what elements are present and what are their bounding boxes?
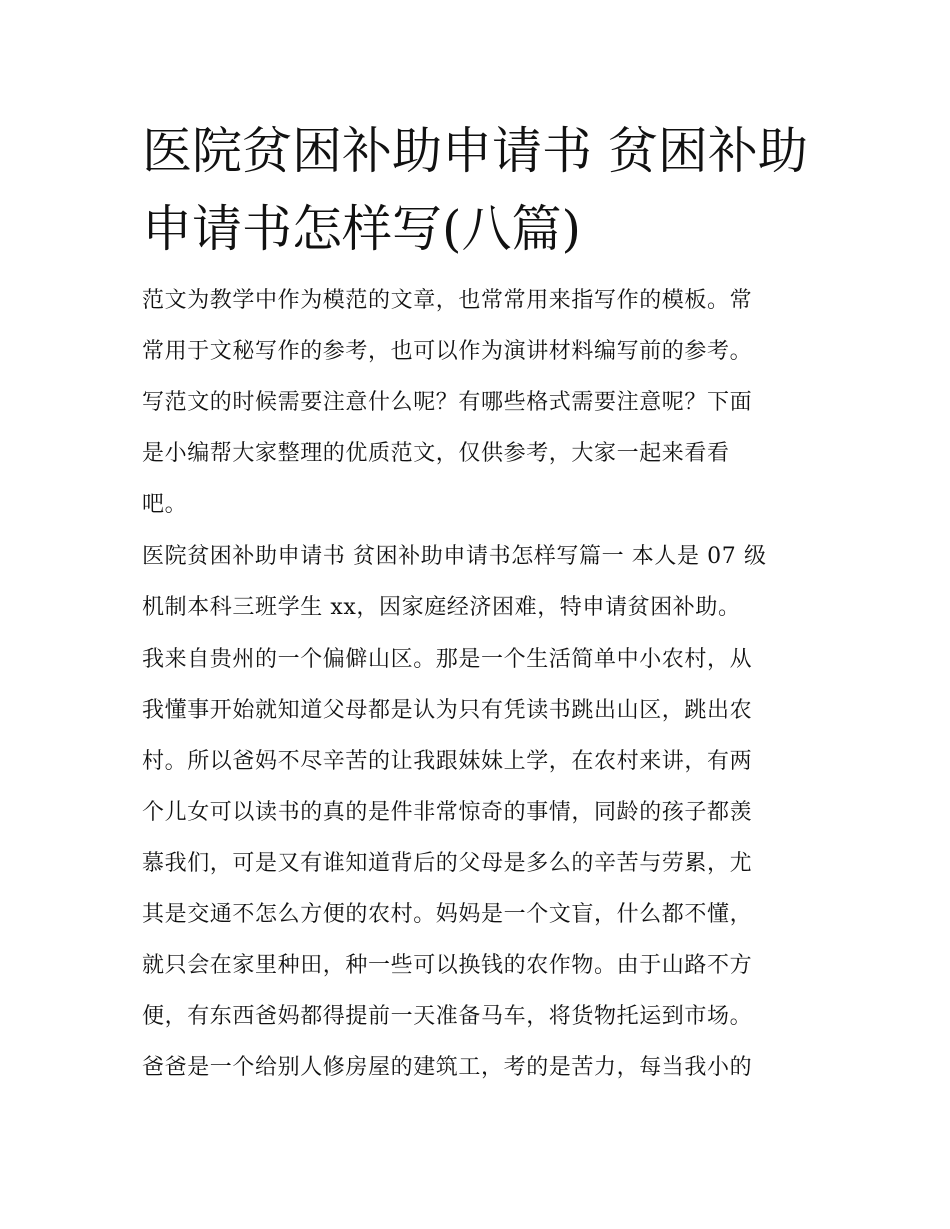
text-line: 其是交通不怎么方便的农村。妈妈是一个文盲，什么都不懂， bbox=[142, 902, 753, 927]
text-line: 慕我们，可是又有谁知道背后的父母是多么的辛苦与劳累，尤 bbox=[142, 851, 753, 876]
family-background-paragraph bbox=[142, 640, 822, 1099]
text-line: 机制本科三班学生 xx，因家庭经济困难，特申请贫困补助。 bbox=[142, 595, 741, 620]
intro-paragraph bbox=[142, 281, 822, 537]
text-line: 吧。 bbox=[142, 492, 188, 517]
text-line: 就只会在家里种田，种一些可以换钱的农作物。由于山路不方 bbox=[142, 953, 753, 978]
application-intro-paragraph bbox=[142, 537, 822, 640]
text-line: 便，有东西爸妈都得提前一天准备马车，将货物托运到市场。 bbox=[142, 1004, 753, 1029]
text-line: 我来自贵州的一个偏僻山区。那是一个生活简单中小农村，从 bbox=[142, 647, 753, 672]
title-line: 申请书怎样写(八篇) bbox=[142, 200, 582, 258]
title-line: 医院贫困补助申请书 贫困补助 bbox=[142, 122, 808, 180]
text-line: 范文为教学中作为模范的文章，也常常用来指写作的模板。常 bbox=[142, 288, 753, 313]
text-line: 医院贫困补助申请书 贫困补助申请书怎样写篇一 本人是 07 级 bbox=[142, 544, 767, 569]
text-line: 我懂事开始就知道父母都是认为只有凭读书跳出山区，跳出农 bbox=[142, 698, 753, 723]
text-line: 爸爸是一个给别人修房屋的建筑工，考的是苦力，每当我小的 bbox=[142, 1055, 753, 1080]
text-line: 是小编帮大家整理的优质范文，仅供参考，大家一起来看看 bbox=[142, 441, 730, 466]
text-line: 常用于文秘写作的参考，也可以作为演讲材料编写前的参考。 bbox=[142, 339, 753, 364]
text-line: 个儿女可以读书的真的是件非常惊奇的事情，同龄的孩子都羡 bbox=[142, 800, 753, 825]
text-line: 写范文的时候需要注意什么呢？有哪些格式需要注意呢？下面 bbox=[142, 390, 753, 415]
document-body bbox=[142, 281, 822, 1099]
document-title bbox=[142, 112, 822, 268]
text-line: 村。所以爸妈不尽辛苦的让我跟妹妹上学，在农村来讲，有两 bbox=[142, 749, 753, 774]
